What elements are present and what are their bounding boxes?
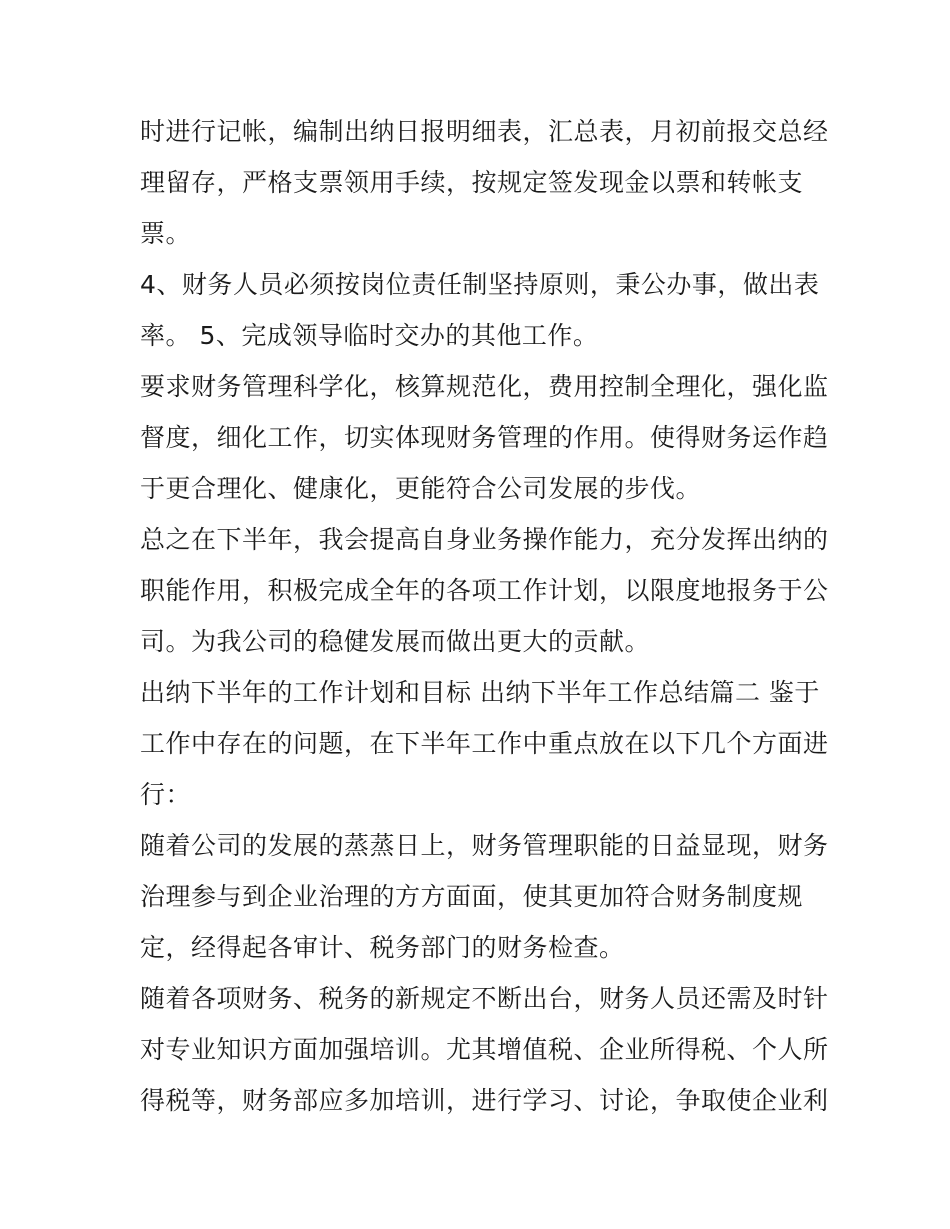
document-body	[140, 106, 830, 1126]
paragraph: 4、财务人员必须按岗位责任制坚持原则，秉公办事，做出表率。 5、完成领导临时交办的其他工作。	[140, 270, 820, 350]
paragraph: 随着公司的发展的蒸蒸日上，财务管理职能的日益显现，财务治理参与到企业治理的方方面面，使其更加符合财务制度规定，经得起各审计、税务部门的财务检查。	[140, 831, 829, 962]
paragraph: 要求财务管理科学化，核算规范化，费用控制全理化，强化监督度，细化工作，切实体现财务管理的作用。使得财务运作趋于更合理化、健康化，更能符合公司发展的步伐。	[140, 372, 829, 503]
paragraph: 随着各项财务、税务的新规定不断出台，财务人员还需及时针对专业知识方面加强培训。尤其增值税、企业所得税、个人所得税等，财务部应多加培训，进行学习、讨论，争取使企业利	[140, 984, 829, 1115]
paragraph: 时进行记帐，编制出纳日报明细表，汇总表，月初前报交总经理留存，严格支票领用手续，按规定签发现金以票和转帐支票。	[140, 117, 829, 248]
paragraph: 总之在下半年，我会提高自身业务操作能力，充分发挥出纳的职能作用，积极完成全年的各项工作计划，以限度地报务于公司。为我公司的稳健发展而做出更大的贡献。	[140, 525, 829, 656]
paragraph: 出纳下半年的工作计划和目标 出纳下半年工作总结篇二 鉴于工作中存在的问题，在下半年工作中重点放在以下几个方面进行：	[140, 678, 829, 809]
